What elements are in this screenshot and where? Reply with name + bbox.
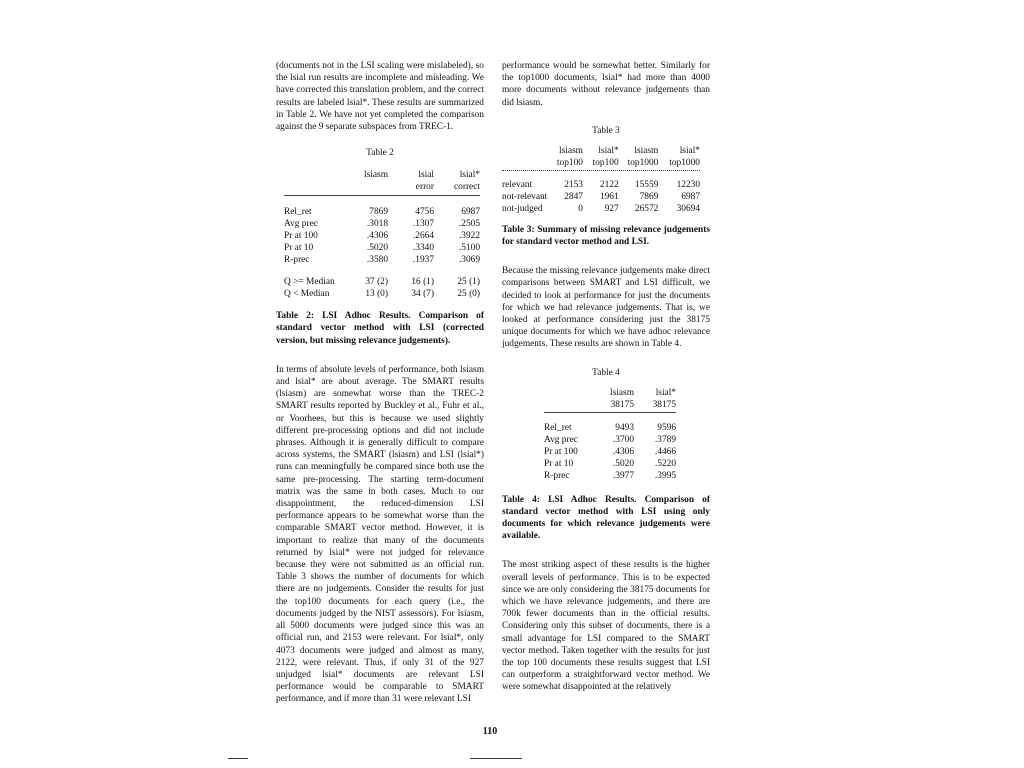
table-row: relevant 2153 2122 15559 12230 xyxy=(502,179,700,190)
table-row: Pr at 10 .5020 .5220 xyxy=(544,458,676,469)
table-row: Q < Median 13 (0) 34 (7) 25 (0) xyxy=(284,289,480,300)
table2-header: lsiasm xyxy=(364,170,388,181)
table-row: Rel_ret 7869 4756 6987 xyxy=(284,207,480,218)
table-row: Rel_ret 9493 9596 xyxy=(544,422,676,433)
table2-title: Table 2 xyxy=(366,148,394,159)
table4-header: lsiasm xyxy=(610,387,634,398)
right-paragraph-mid: Because the missing relevance judgements make direct comparisons between SMART and LSI difficult, we decided to look at performance for just the documents for which we had relevance judgements. That is, we looked at performance considering just the 38175 unique documents for which we have adhoc relevance judgements. These results are shown in Table 4. xyxy=(502,266,710,350)
table-row: Pr at 10 .5020 .3340 .5100 xyxy=(284,243,480,254)
table-row: R-prec .3977 .3995 xyxy=(544,470,676,481)
table-row: Pr at 100 .4306 .2664 .3922 xyxy=(284,231,480,242)
table4-header: lsial* xyxy=(655,387,676,398)
table2-header-row xyxy=(284,169,480,181)
left-column xyxy=(276,60,484,706)
table3-subheader-row xyxy=(502,157,700,169)
table3-header: lsiasm xyxy=(634,145,659,156)
table2-subheader: error xyxy=(415,182,434,193)
table-row: Q >= Median 37 (2) 16 (1) 25 (1) xyxy=(284,277,480,288)
footer-rule-left xyxy=(228,758,248,759)
table3 xyxy=(502,145,700,215)
table-row: Avg prec .3018 .1307 .2505 xyxy=(284,219,480,230)
left-paragraph-bottom: In terms of absolute levels of performance, both lsiasm and lsial* are about average. The SMART results (lsiasm) are somewhat worse than the TREC-2 SMART results reported by Buckley et al., Fuhr et al., or Voorhees, but this is because we used slightly different pre-processing options and did not include phrases. Although it is generally difficult to compare across systems, the SMART (lsiasm) and LSI (lsial*) runs can meaningfully be compared since both use the same pre-processing. The starting term-document matrix was the same in both cases. Much to our disappointment, the reduced-dimension LSI performance appears to be somewhat worse than the comparable SMART vector method. However, it is important to realize that many of the documents returned by lsial* were not judged for relevance because they were not submitted as an official run. Table 3 shows the number of documents for which there are no judgements. Consider the results for just the top100 documents for each query (i.e., the documents judged by the NIST assessors). For lsiasm, all 5000 documents were judged since this was an official run, and 2153 were relevant. For lsial*, only 4073 documents were judged and almost as many, 2122, were relevant. Thus, if only 31 of the 927 unjudged lsial* documents are relevant LSI performance would be comparable to SMART performance, and if more than 31 were relevant LSI xyxy=(276,364,484,705)
right-paragraph-bottom: The most striking aspect of these results is the higher overall levels of performance. This is to be expected since we are only considering the 38175 documents for which we have relevance judgements, and there are 700k fewer documents than in the official results. Considering only this subset of documents, there is a small advantage for LSI compared to the SMART vector method. Taken together with the results for just the top 100 documents these results suggest that LSI can outperform a straightforward vector method. We were somewhat disappointed at the relatively xyxy=(502,560,710,693)
table3-header: lsiasm xyxy=(559,145,583,156)
table2-subheader xyxy=(342,181,388,193)
table-row: not-judged 0 927 26572 30694 xyxy=(502,203,700,214)
table4-title: Table 4 xyxy=(592,367,620,378)
table3-header: lsial* xyxy=(679,145,700,156)
table-row: Pr at 100 .4306 .4466 xyxy=(544,446,676,457)
table3-title: Table 3 xyxy=(592,125,620,136)
right-column xyxy=(502,60,710,694)
table2-subheader-row xyxy=(284,181,480,193)
table3-header-row xyxy=(502,145,700,157)
table2-header: lsial xyxy=(418,170,434,181)
table2-caption: Table 2: LSI Adhoc Results. Comparison of standard vector method with LSI (corrected version, but missing relevance judgements). xyxy=(276,311,484,346)
table4-subheader: 38175 xyxy=(610,399,634,410)
table3-subheader: top100 xyxy=(556,157,583,168)
footer-rule-center xyxy=(470,758,522,759)
table2 xyxy=(284,169,480,300)
table3-header: lsial* xyxy=(598,145,619,156)
table-row: R-prec .3580 .1937 .3069 xyxy=(284,255,480,266)
table3-caption: Table 3: Summary of missing relevance judgements for standard vector method and LSI. xyxy=(502,224,710,248)
table3-subheader: top1000 xyxy=(669,157,700,168)
table3-subheader: top100 xyxy=(592,157,619,168)
table3-subheader: top1000 xyxy=(627,157,659,168)
table-row: Avg prec .3700 .3789 xyxy=(544,434,676,445)
table4 xyxy=(544,387,676,482)
table2-subheader: correct xyxy=(453,182,480,193)
right-paragraph-top: performance would be somewhat better. Similarly for the top1000 documents, lsial* had more than 4000 more documents without relevance judgements than did lsiasm. xyxy=(502,61,710,108)
page-number: 110 xyxy=(482,726,498,737)
table4-subheader-row xyxy=(544,399,676,411)
table4-caption: Table 4: LSI Adhoc Results. Comparison of standard vector method with LSI using only documents for which relevance judgements were available. xyxy=(502,494,710,542)
left-paragraph-top: (documents not in the LSI scaling were mislabeled), so the lsial run results are incomplete and misleading. We have corrected this translation problem, and the correct results are labeled lsial*. These results are summarized in Table 2. We have not yet completed the comparison against the 9 separate subspaces from TREC-1. xyxy=(276,61,484,133)
table4-subheader: 38175 xyxy=(652,399,676,410)
table4-header-row xyxy=(544,387,676,399)
table2-header: lsial* xyxy=(459,170,480,181)
table-row: not-relevant 2847 1961 7869 6987 xyxy=(502,191,700,202)
